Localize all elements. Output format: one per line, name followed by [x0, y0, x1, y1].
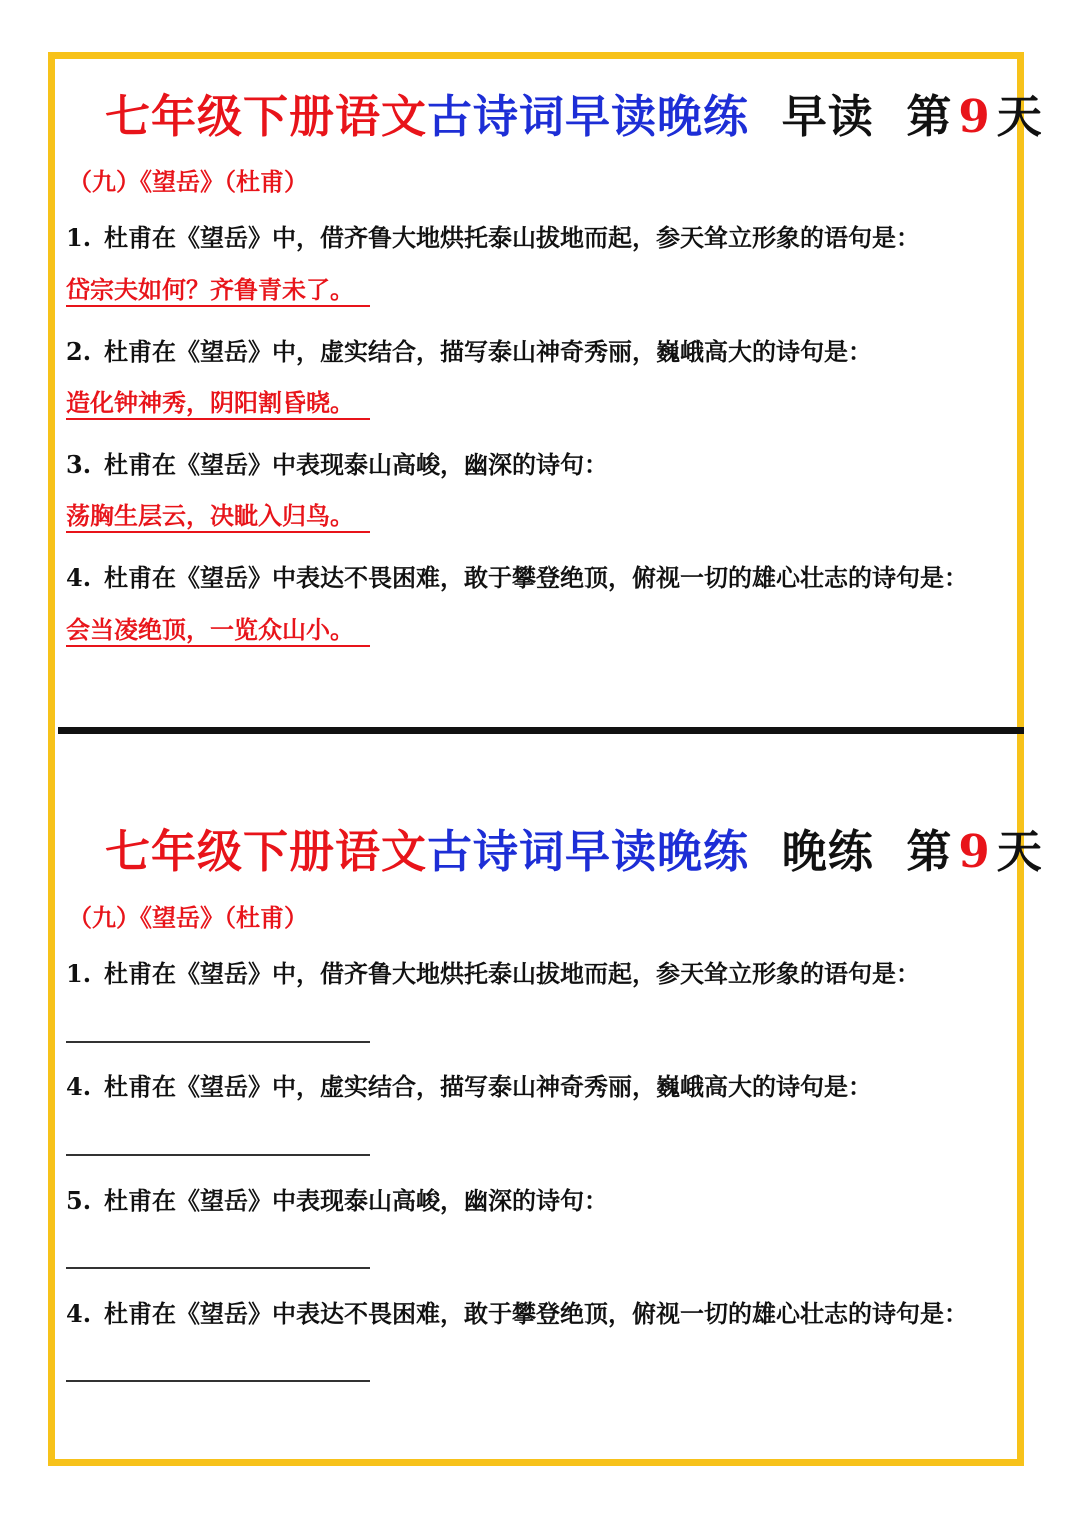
question-number: 3. — [66, 450, 92, 479]
evening-title-series: 古诗词早读晚练 — [427, 825, 750, 878]
morning-title — [105, 80, 1043, 145]
evening-question-4 — [66, 1294, 968, 1329]
evening-title-mode: 晚练 — [781, 825, 874, 878]
morning-title-mode: 早读 — [781, 90, 874, 143]
evening-answer-blank-1[interactable] — [66, 1041, 370, 1043]
morning-title-series: 古诗词早读晚练 — [427, 90, 750, 143]
question-text: 杜甫在《望岳》中，借齐鲁大地烘托泰山拔地而起，参天耸立形象的语句是： — [104, 223, 920, 252]
question-text: 杜甫在《望岳》中，虚实结合，描写泰山神奇秀丽，巍峨高大的诗句是： — [104, 337, 872, 366]
evening-answer-blank-3[interactable] — [66, 1267, 370, 1269]
question-number: 1. — [66, 223, 92, 252]
morning-title-grade: 七年级下册语文 — [105, 90, 428, 143]
morning-answer-2: 造化钟神秀，阴阳割昏晓。 — [66, 388, 370, 420]
question-number: 1. — [66, 959, 92, 988]
evening-title-day-suffix: 天 — [996, 825, 1043, 878]
question-number: 4. — [66, 1072, 92, 1101]
question-number: 4. — [66, 563, 92, 592]
evening-question-2 — [66, 1067, 872, 1102]
morning-question-4 — [66, 558, 968, 593]
question-number: 5. — [66, 1186, 92, 1215]
question-text: 杜甫在《望岳》中表达不畏困难，敢于攀登绝顶，俯视一切的雄心壮志的诗句是： — [104, 1299, 968, 1328]
evening-subtitle: （九）《望岳》（杜甫） — [68, 903, 308, 932]
morning-subtitle: （九）《望岳》（杜甫） — [68, 167, 308, 196]
morning-title-day-suffix: 天 — [996, 90, 1043, 143]
evening-title-grade: 七年级下册语文 — [105, 825, 428, 878]
evening-answer-blank-2[interactable] — [66, 1154, 370, 1156]
evening-question-1 — [66, 954, 920, 989]
evening-question-3 — [66, 1181, 608, 1216]
question-text: 杜甫在《望岳》中表现泰山高峻，幽深的诗句： — [104, 1186, 608, 1215]
morning-title-day-prefix: 第 — [906, 90, 953, 143]
morning-question-1 — [66, 218, 920, 253]
evening-title — [105, 815, 1043, 880]
morning-answer-4: 会当凌绝顶，一览众山小。 — [66, 615, 370, 647]
section-divider — [58, 727, 1024, 734]
morning-answer-1: 岱宗夫如何？齐鲁青未了。 — [66, 275, 370, 307]
question-number: 4. — [66, 1299, 92, 1328]
morning-title-day-num: 9 — [958, 90, 991, 143]
question-number: 2. — [66, 337, 92, 366]
morning-question-2 — [66, 332, 872, 367]
morning-question-3 — [66, 445, 608, 480]
question-text: 杜甫在《望岳》中表现泰山高峻，幽深的诗句： — [104, 450, 608, 479]
evening-answer-blank-4[interactable] — [66, 1380, 370, 1382]
question-text: 杜甫在《望岳》中，借齐鲁大地烘托泰山拔地而起，参天耸立形象的语句是： — [104, 959, 920, 988]
morning-answer-3: 荡胸生层云，决眦入归鸟。 — [66, 501, 370, 533]
worksheet-frame — [48, 52, 1024, 1466]
question-text: 杜甫在《望岳》中表达不畏困难，敢于攀登绝顶，俯视一切的雄心壮志的诗句是： — [104, 563, 968, 592]
question-text: 杜甫在《望岳》中，虚实结合，描写泰山神奇秀丽，巍峨高大的诗句是： — [104, 1072, 872, 1101]
evening-title-day-num: 9 — [958, 825, 991, 878]
evening-title-day-prefix: 第 — [906, 825, 953, 878]
